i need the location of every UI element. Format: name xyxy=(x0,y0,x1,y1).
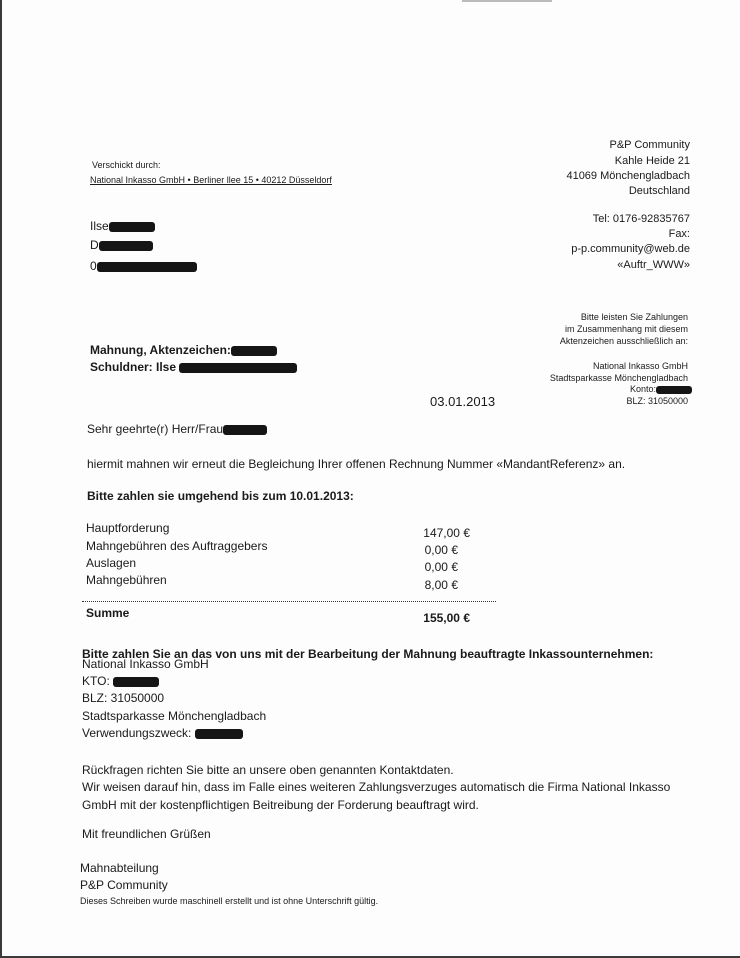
item-amount-4: 8,00 € xyxy=(424,578,458,592)
bank-name: National Inkasso GmbH xyxy=(82,657,209,671)
redaction-bar xyxy=(223,425,267,435)
redaction-bar xyxy=(195,729,243,739)
payment-note-2: im Zusammenhang mit diesem xyxy=(564,324,688,334)
payment-note-6: Konto: xyxy=(630,384,692,394)
subject-line-2: Schuldner: Ilse xyxy=(90,360,297,374)
payment-note-5: Stadtsparkasse Mönchengladbach xyxy=(549,373,688,383)
bank-blz: BLZ: 31050000 xyxy=(82,691,165,705)
recipient-line-3: 0 xyxy=(90,259,197,273)
item-amount-1: 147,00 € xyxy=(423,526,470,540)
company-ref: «Auftr_WWW» xyxy=(617,259,690,271)
item-label-1: Hauptforderung xyxy=(86,521,170,535)
redaction-bar xyxy=(97,262,197,272)
pay-by-heading: Bitte zahlen sie umgehend bis zum 10.01.2013: xyxy=(87,489,354,503)
company-country: Deutschland xyxy=(628,185,690,197)
bank-purpose: Verwendungszweck: xyxy=(82,726,243,740)
redaction-bar xyxy=(656,386,692,394)
sum-amount: 155,00 € xyxy=(423,611,470,625)
scan-mark xyxy=(462,0,552,2)
bank-kto: KTO: xyxy=(82,674,159,688)
company-city: 41069 Mönchengladbach xyxy=(566,170,690,182)
closing-note: Dieses Schreiben wurde maschinell erstellt und ist ohne Unterschrift gültig. xyxy=(80,896,379,906)
closing-paragraph-1: Rückfragen richten Sie bitte an unsere oben genannten Kontaktdaten. xyxy=(82,763,454,777)
sender-address-line: National Inkasso GmbH • Berliner llee 15 • 40212 Düsseldorf xyxy=(90,175,332,185)
company-email: p-p.community@web.de xyxy=(571,243,690,255)
recipient-line-1: Ilse xyxy=(90,219,155,233)
pay-to-heading: Bitte zahlen Sie an das von uns mit der Bearbeitung der Mahnung beauftragte Inkassounternehmen: xyxy=(82,647,654,661)
redaction-bar xyxy=(231,346,277,356)
redaction-bar xyxy=(99,241,153,251)
bank-institution: Stadtsparkasse Mönchengladbach xyxy=(82,709,267,723)
payment-note-7: BLZ: 31050000 xyxy=(626,396,688,406)
letter-date: 03.01.2013 xyxy=(430,394,496,409)
item-label-4: Mahngebühren xyxy=(86,573,167,587)
subject-line-1: Mahnung, Aktenzeichen: xyxy=(90,343,277,357)
closing-company: P&P Community xyxy=(80,878,168,892)
intro-text: hiermit mahnen wir erneut die Begleichung Ihrer offenen Rechnung Nummer «MandantReferenz» an. xyxy=(87,457,626,471)
closing-greeting: Mit freundlichen Grüßen xyxy=(82,827,211,841)
company-name: P&P Community xyxy=(609,139,690,151)
item-amount-2: 0,00 € xyxy=(424,543,458,557)
company-tel: Tel: 0176-92835767 xyxy=(592,213,690,225)
item-amount-3: 0,00 € xyxy=(424,560,458,574)
payment-note-3: Aktenzeichen ausschließlich an: xyxy=(559,336,688,346)
company-fax: Fax: xyxy=(668,228,690,240)
company-street: Kahle Heide 21 xyxy=(614,155,690,167)
item-label-3: Auslagen xyxy=(86,556,137,570)
sender-label: Verschickt durch: xyxy=(92,160,161,170)
closing-paragraph-2b: GmbH mit der kostenpflichtigen Beitreibung der Forderung beauftragt wird. xyxy=(82,798,479,812)
payment-note-1: Bitte leisten Sie Zahlungen xyxy=(580,312,688,322)
redaction-bar xyxy=(113,677,159,687)
sum-label: Summe xyxy=(86,606,130,620)
payment-note-4: National Inkasso GmbH xyxy=(592,361,688,371)
item-label-2: Mahngebühren des Auftraggebers xyxy=(86,539,268,553)
redaction-bar xyxy=(179,363,297,373)
closing-department: Mahnabteilung xyxy=(80,861,159,875)
redaction-bar xyxy=(109,222,155,232)
salutation: Sehr geehrte(r) Herr/Frau xyxy=(87,422,267,436)
recipient-line-2: D xyxy=(90,238,153,252)
sum-divider xyxy=(82,601,496,602)
closing-paragraph-2a: Wir weisen darauf hin, dass im Falle eines weiteren Zahlungsverzuges automatisch die Firma National Inkasso xyxy=(82,780,671,794)
